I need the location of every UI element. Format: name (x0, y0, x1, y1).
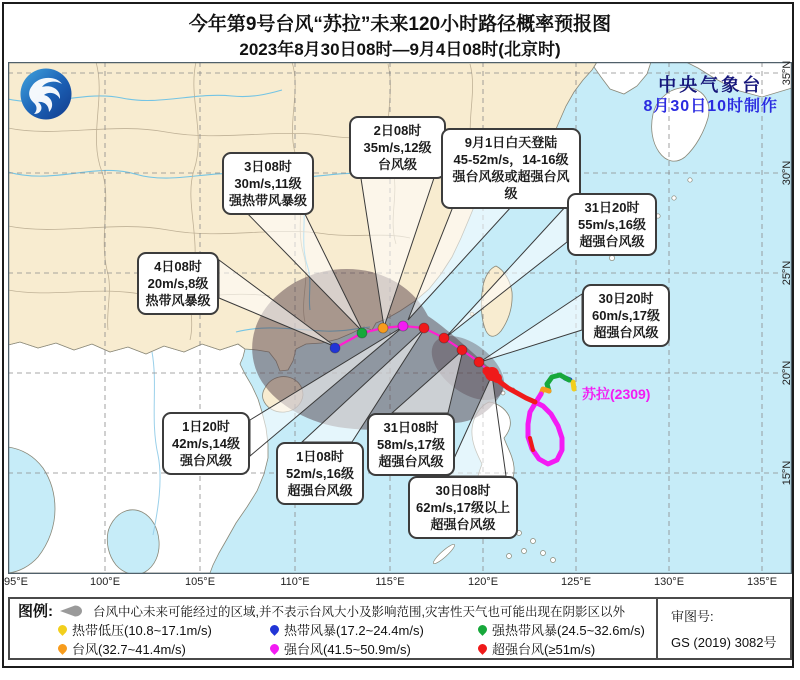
producer-agency: 中央气象台 (658, 75, 764, 95)
callout-line: 1日20时 (182, 419, 230, 434)
callout-line: 2日08时 (373, 123, 422, 138)
forecast-callout (349, 116, 446, 179)
lon-tick-label: 125°E (560, 576, 592, 588)
callout-line: 20m/s,8级 (147, 276, 209, 292)
lat-tick-label: 25°N (781, 260, 793, 286)
legend-marker-icon (56, 642, 69, 655)
lat-tick-label: 15°N (781, 460, 793, 486)
current-position-marker (492, 373, 502, 383)
legend-item-label: 超强台风(≥51m/s) (492, 642, 596, 657)
forecast-point (439, 333, 449, 343)
observed-track-segment (573, 382, 574, 389)
callout-line: 9月1日白天登陆 (464, 135, 558, 150)
forecast-point (378, 323, 388, 333)
lon-tick-label: 110°E (280, 576, 310, 588)
page-subtitle: 2023年8月30日08时—9月4日08时(北京时) (239, 40, 561, 59)
legend-title: 图例: (18, 603, 53, 620)
callout-line: 强热带风暴级 (228, 193, 307, 209)
forecast-callout (276, 442, 364, 505)
forecast-callout (441, 128, 581, 209)
callout-line: 30日20时 (598, 291, 654, 306)
producer-stamp (644, 74, 779, 117)
lon-axis (0, 575, 800, 595)
legend-marker-icon (268, 623, 281, 636)
credit-number: GS (2019) 3082号 (671, 635, 777, 650)
callout-line: 超强台风级 (430, 517, 496, 533)
forecast-point (357, 328, 367, 338)
forecast-callout (162, 412, 250, 475)
page-title: 今年第9号台风“苏拉”未来120小时路径概率预报图 (188, 14, 612, 35)
callout-line: 1日08时 (296, 449, 344, 464)
callout-line: 42m/s,14级 (172, 436, 240, 452)
callout-line: 超强台风级 (287, 483, 353, 499)
cma-logo-icon (18, 66, 74, 127)
forecast-point (474, 357, 484, 367)
legend-item (58, 639, 270, 658)
legend-marker-icon (476, 623, 489, 636)
callout-line: 台风级 (377, 157, 417, 173)
legend-item-label: 强台风(41.5~50.9m/s) (284, 642, 411, 657)
legend-item-label: 强热带风暴(24.5~32.6m/s) (492, 623, 645, 638)
lat-tick-label: 20°N (781, 360, 793, 386)
lon-tick-label: 115°E (375, 576, 405, 588)
current-position-marker (483, 367, 492, 376)
legend-item (478, 620, 645, 639)
callout-line: 31日20时 (584, 200, 640, 215)
callout-line: 4日08时 (154, 259, 202, 274)
lon-tick-label: 130°E (653, 576, 685, 588)
legend-content (10, 599, 656, 658)
forecast-callout (137, 252, 219, 315)
cone-legend-icon (59, 604, 89, 618)
legend-item-row (58, 620, 656, 639)
callout-line: 60m/s,17级 (592, 308, 660, 324)
legend-item-row (58, 639, 656, 658)
legend-item-label: 台风(32.7~41.4m/s) (72, 642, 186, 657)
legend-item (58, 620, 270, 639)
legend-item (478, 639, 595, 658)
forecast-callout (408, 476, 518, 539)
forecast-callout (367, 413, 455, 476)
lon-tick-label: 95°E (4, 576, 28, 588)
callout-line: 3日08时 (244, 159, 292, 174)
legend-marker-icon (268, 642, 281, 655)
forecast-point (398, 321, 408, 331)
forecast-point (330, 343, 340, 353)
lon-tick-label: 105°E (184, 576, 216, 588)
callout-line: 58m/s,17级 (377, 437, 445, 453)
forecast-callout (222, 152, 314, 215)
forecast-point (457, 345, 467, 355)
storm-name-label: 苏拉(2309) (582, 386, 651, 402)
legend-cone-note: 台风中心未来可能经过的区域,并不表示台风大小及影响范围,灾害性天气也可能出现在阴影区以外 (93, 604, 625, 619)
callout-line: 超强台风级 (579, 234, 645, 250)
legend-marker-icon (476, 642, 489, 655)
lon-tick-label: 120°E (467, 576, 499, 588)
callout-line: 超强台风级 (593, 325, 659, 341)
lat-tick-label: 30°N (781, 160, 793, 186)
callout-line: 35m/s,12级 (363, 140, 432, 156)
legend-box (8, 597, 792, 660)
callout-line: 30m/s,11级 (234, 176, 302, 192)
legend-item-label: 热带低压(10.8~17.1m/s) (72, 623, 212, 638)
legend-item (270, 620, 478, 639)
legend-item-label: 热带风暴(17.2~24.4m/s) (284, 623, 424, 638)
map-credit (656, 599, 790, 658)
legend-item (270, 639, 478, 658)
producer-issued: 8月30日10时制作 (643, 97, 778, 115)
callout-line: 30日08时 (435, 483, 491, 498)
credit-label: 审图号: (671, 609, 714, 624)
lat-tick-label: 35°N (781, 60, 793, 86)
callout-line: 强台风级或超强台风级 (452, 169, 570, 202)
callout-line: 55m/s,16级 (578, 217, 646, 233)
callout-line: 超强台风级 (378, 454, 444, 470)
callout-line: 强台风级 (179, 453, 232, 469)
callout-line: 52m/s,16级 (286, 466, 354, 482)
lon-tick-label: 135°E (746, 576, 778, 588)
forecast-callout (567, 193, 657, 256)
forecast-point (419, 323, 429, 333)
lon-tick-label: 100°E (89, 576, 121, 588)
callout-line: 45-52m/s，14-16级 (453, 152, 569, 168)
gulf-of-thailand (107, 510, 159, 574)
forecast-callout (582, 284, 670, 347)
map-area (8, 62, 792, 574)
callout-line: 热带风暴级 (145, 293, 211, 309)
callout-line: 31日08时 (383, 420, 439, 435)
callout-line: 62m/s,17级以上 (416, 500, 510, 516)
legend-marker-icon (56, 623, 69, 636)
